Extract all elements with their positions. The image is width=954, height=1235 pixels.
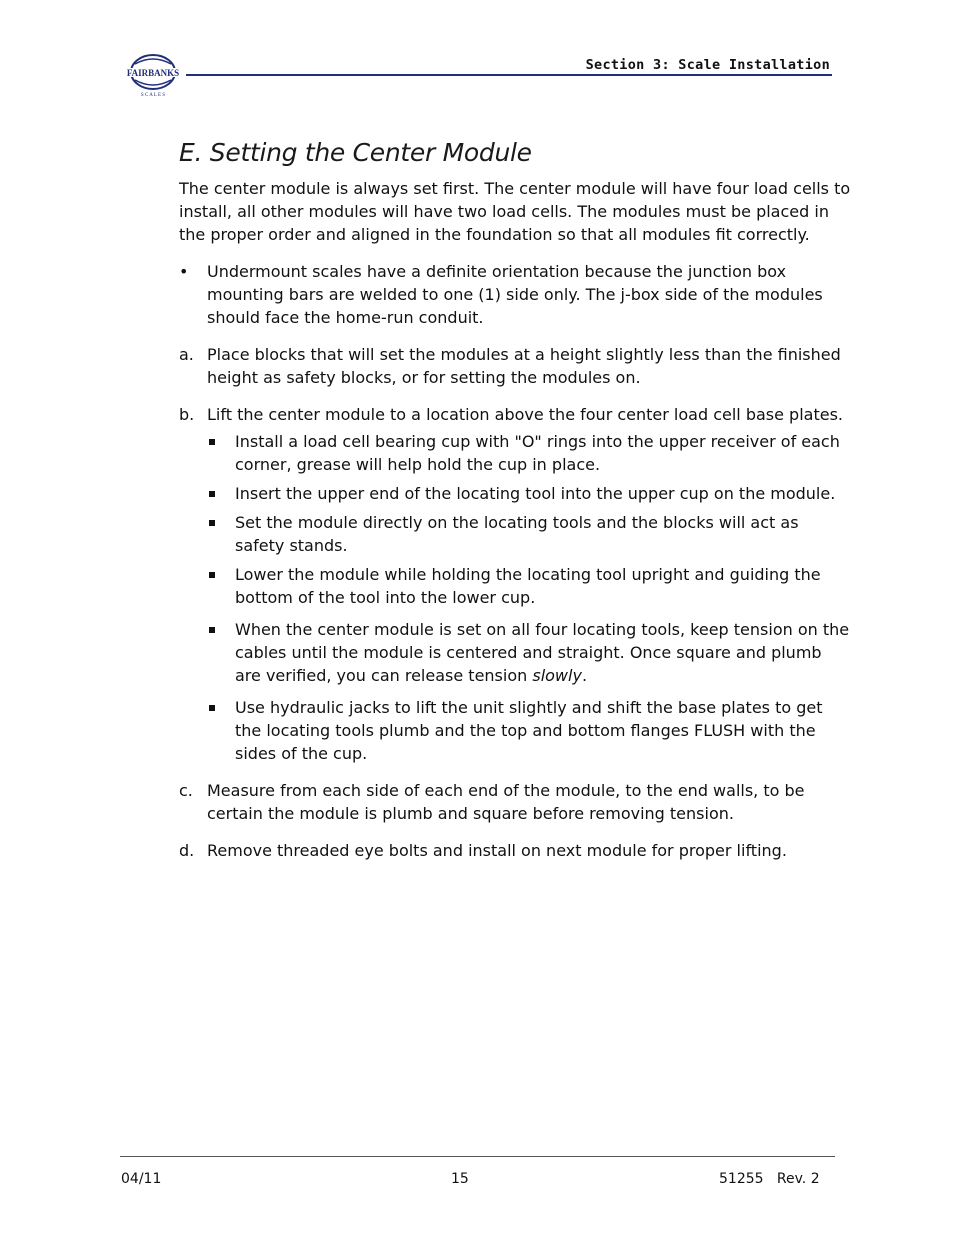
step-b <box>179 403 851 765</box>
substep-item <box>207 482 851 505</box>
main-content <box>179 138 851 876</box>
step-d <box>179 839 851 862</box>
substep-text: When the center module is set on all four locating tools, keep tension on the cables until the module is centered and straight. Once square and plumb are verified, you can release tension <box>235 620 850 685</box>
step-a <box>179 343 851 389</box>
logo-text: FAIRBANKS <box>126 68 180 78</box>
bullet-text: Undermount scales have a definite orientation because the junction box mounting bars are welded to one (1) side only. The j-box side of the modules should face the home-run conduit. <box>207 262 823 327</box>
footer-page-number: 15 <box>451 1171 469 1187</box>
section-title: Section 3: Scale Installation <box>585 57 830 73</box>
substep-text: Use hydraulic jacks to lift the unit slightly and shift the base plates to get the locating tools plumb and the top and bottom flanges FLUSH with the sides of the cup. <box>235 698 823 763</box>
substep-text: Lower the module while holding the locating tool upright and guiding the bottom of the tool into the lower cup. <box>235 565 821 607</box>
substep-list <box>207 430 851 765</box>
page-heading: E. Setting the Center Module <box>179 138 532 167</box>
footer-doc-number: 51255 Rev. 2 <box>719 1171 820 1187</box>
substep-item <box>207 618 851 687</box>
footer-date: 04/11 <box>121 1171 162 1187</box>
square-bullet-icon <box>209 572 215 578</box>
step-b-text: Lift the center module to a location above the four center load cell base plates. <box>207 405 843 424</box>
intro-paragraph: The center module is always set first. The center module will have four load cells to install, all other modules will have two load cells. The modules must be placed in the proper order and aligned in the foundation so that all modules fit correctly. <box>179 179 851 244</box>
substep-end: . <box>581 666 588 685</box>
step-c <box>179 779 851 825</box>
substep-item <box>207 430 851 476</box>
substep-item <box>207 511 851 557</box>
footer-rule <box>120 1156 835 1157</box>
step-c-text: Measure from each side of each end of the module, to the end walls, to be certain the module is plumb and square before removing tension. <box>207 781 805 823</box>
substep-emphasis: slowly <box>532 666 582 685</box>
substep-item <box>207 696 851 765</box>
step-a-mark: a. <box>179 345 194 364</box>
bullet-mark: • <box>179 262 189 281</box>
logo-subtext: S C A L E S <box>140 93 166 98</box>
square-bullet-icon <box>209 439 215 445</box>
square-bullet-icon <box>209 520 215 526</box>
step-d-text: Remove threaded eye bolts and install on next module for proper lifting. <box>207 841 787 860</box>
substep-text: Set the module directly on the locating tools and the blocks will act as safety stands. <box>235 513 799 555</box>
step-b-mark: b. <box>179 405 195 424</box>
fairbanks-logo <box>120 52 186 98</box>
step-a-text: Place blocks that will set the modules at a height slightly less than the finished height as safety blocks, or for setting the modules on. <box>207 345 841 387</box>
substep-text: Install a load cell bearing cup with "O" rings into the upper receiver of each corner, grease will help hold the cup in place. <box>235 432 840 474</box>
square-bullet-icon <box>209 491 215 497</box>
square-bullet-icon <box>209 705 215 711</box>
bullet-item <box>179 260 851 329</box>
substep-text: Insert the upper end of the locating tool into the upper cup on the module. <box>235 484 836 503</box>
square-bullet-icon <box>209 627 215 633</box>
substep-item <box>207 563 851 609</box>
step-d-mark: d. <box>179 841 195 860</box>
step-c-mark: c. <box>179 781 193 800</box>
header-rule <box>186 74 832 76</box>
